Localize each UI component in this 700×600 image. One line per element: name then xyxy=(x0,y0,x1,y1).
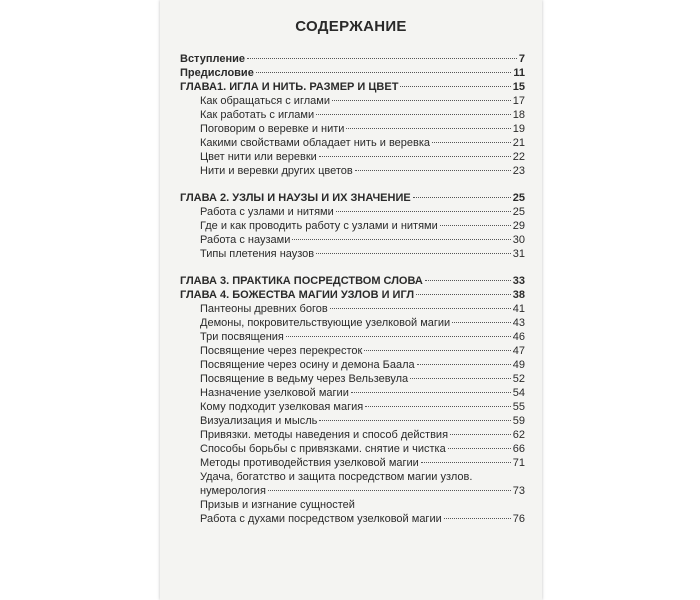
toc-entry[interactable] xyxy=(180,512,525,526)
dot-leader xyxy=(440,225,511,226)
toc-entry[interactable] xyxy=(180,414,525,428)
section-gap xyxy=(180,178,525,191)
toc-chapter[interactable] xyxy=(180,52,525,66)
toc-entry[interactable] xyxy=(180,136,525,150)
toc-page-number: 62 xyxy=(512,429,525,441)
toc-entry[interactable] xyxy=(180,219,525,233)
toc-page-number: 19 xyxy=(512,123,525,135)
toc-page-number: 38 xyxy=(512,289,525,301)
dot-leader xyxy=(316,114,511,115)
toc-page-number: 15 xyxy=(512,81,525,93)
toc-entry-title: ГЛАВА 3. ПРАКТИКА ПОСРЕДСТВОМ СЛОВА xyxy=(180,275,423,287)
toc-entry-title: Работа с духами посредством узелковой магии xyxy=(200,513,442,525)
toc-page-number: 52 xyxy=(512,373,525,385)
toc-page-number: 66 xyxy=(512,443,525,455)
dot-leader xyxy=(351,392,511,393)
dot-leader xyxy=(319,420,510,421)
toc-page-number: 31 xyxy=(512,248,525,260)
toc-entry[interactable] xyxy=(180,150,525,164)
page-title: СОДЕРЖАНИЕ xyxy=(295,18,407,35)
toc-entry[interactable] xyxy=(180,122,525,136)
toc-entry-title: Три посвящения xyxy=(200,331,284,343)
toc-entry-title: ГЛАВА1. ИГЛА И НИТЬ. РАЗМЕР И ЦВЕТ xyxy=(180,81,399,93)
toc-page-number: 30 xyxy=(512,234,525,246)
toc-entry-title: Работа с узлами и нитями xyxy=(200,206,334,218)
toc-chapter[interactable] xyxy=(180,80,525,94)
toc-page-number: 71 xyxy=(512,457,525,469)
book-page xyxy=(160,0,542,600)
toc-entry-title: Где и как проводить работу с узлами и нитями xyxy=(200,220,438,232)
toc-entry-title: Кому подходит узелковая магия xyxy=(200,401,364,413)
dot-leader xyxy=(364,350,510,351)
toc-entry-title: Поговорим о веревке и нити xyxy=(200,123,345,135)
toc-entry-title: Назначение узелковой магии xyxy=(200,387,349,399)
toc-page-number: 22 xyxy=(512,151,525,163)
toc-entry-title: Удача, богатство и защита посредством магии узлов. xyxy=(200,471,473,483)
toc-entry[interactable] xyxy=(180,316,525,330)
section-gap xyxy=(180,261,525,274)
toc-entry-title: Как работать с иглами xyxy=(200,109,315,121)
toc-entry[interactable] xyxy=(180,302,525,316)
toc-entry[interactable] xyxy=(180,330,525,344)
toc-page-number: 18 xyxy=(512,109,525,121)
toc-entry-title: Привязки. методы наведения и способ действия xyxy=(200,429,449,441)
toc-entry[interactable] xyxy=(180,428,525,442)
toc-page-number: 21 xyxy=(512,137,525,149)
dot-leader xyxy=(413,197,511,198)
dot-leader xyxy=(292,239,510,240)
toc-page-number: 76 xyxy=(512,513,525,525)
dot-leader xyxy=(421,462,511,463)
toc-entry-title: Демоны, покровительствующие узелковой магии xyxy=(200,317,451,329)
dot-leader xyxy=(400,86,510,87)
toc-entry-title: ГЛАВА 4. БОЖЕСТВА МАГИИ УЗЛОВ И ИГЛ xyxy=(180,289,415,301)
dot-leader xyxy=(410,378,511,379)
toc-page-number: 29 xyxy=(512,220,525,232)
toc-entry-title: Предисловие xyxy=(180,67,254,79)
toc-entry-title: Посвящение в ведьму через Вельзевула xyxy=(200,373,409,385)
dot-leader xyxy=(450,434,511,435)
toc-page-number: 73 xyxy=(512,485,525,497)
dot-leader xyxy=(332,100,511,101)
toc-entry[interactable] xyxy=(180,372,525,386)
toc-page-number: 25 xyxy=(512,206,525,218)
toc-page-number: 47 xyxy=(512,345,525,357)
table-of-contents xyxy=(180,52,525,526)
toc-entry-title: Цвет нити или веревки xyxy=(200,151,317,163)
toc-page-number: 23 xyxy=(512,165,525,177)
toc-page-number: 33 xyxy=(512,275,525,287)
toc-entry[interactable] xyxy=(180,400,525,414)
toc-page-number: 17 xyxy=(512,95,525,107)
toc-entry-title: Пантеоны древних богов xyxy=(200,303,328,315)
toc-entry[interactable] xyxy=(180,456,525,470)
dot-leader xyxy=(416,294,511,295)
toc-page-number: 7 xyxy=(518,53,525,65)
dot-leader xyxy=(256,72,512,73)
toc-entry[interactable] xyxy=(180,108,525,122)
dot-leader xyxy=(268,490,511,491)
toc-entry[interactable] xyxy=(180,442,525,456)
toc-page-number: 54 xyxy=(512,387,525,399)
toc-page-number: 25 xyxy=(512,192,525,204)
toc-entry[interactable] xyxy=(180,386,525,400)
dot-leader xyxy=(346,128,510,129)
toc-entry[interactable] xyxy=(180,233,525,247)
dot-leader xyxy=(316,253,511,254)
toc-entry[interactable] xyxy=(180,164,525,178)
dot-leader xyxy=(355,170,511,171)
dot-leader xyxy=(452,322,511,323)
toc-entry-title: Призыв и изгнание сущностей xyxy=(200,499,355,511)
toc-page-number: 11 xyxy=(513,67,525,79)
toc-chapter[interactable] xyxy=(180,66,525,80)
toc-entry[interactable] xyxy=(180,94,525,108)
dot-leader xyxy=(425,280,511,281)
toc-entry[interactable] xyxy=(180,470,525,484)
toc-entry-title: Вступление xyxy=(180,53,245,65)
toc-page-number: 49 xyxy=(512,359,525,371)
dot-leader xyxy=(365,406,511,407)
dot-leader xyxy=(448,448,511,449)
toc-entry[interactable] xyxy=(180,344,525,358)
toc-entry-title: ГЛАВА 2. УЗЛЫ И НАУЗЫ И ИХ ЗНАЧЕНИЕ xyxy=(180,192,411,204)
toc-chapter[interactable] xyxy=(180,191,525,205)
toc-page-number: 41 xyxy=(512,303,525,315)
dot-leader xyxy=(444,518,511,519)
toc-entry[interactable] xyxy=(180,498,525,512)
toc-entry-title: Нити и веревки других цветов xyxy=(200,165,353,177)
dot-leader xyxy=(336,211,511,212)
toc-entry-title: Посвящение через осину и демона Баала xyxy=(200,359,415,371)
toc-entry-title-continued: нумерология xyxy=(200,485,266,497)
toc-entry-title: Методы противодействия узелковой магии xyxy=(200,457,419,469)
dot-leader xyxy=(247,58,517,59)
toc-entry-title: Способы борьбы с привязками. снятие и чистка xyxy=(200,443,446,455)
toc-page-number: 59 xyxy=(512,415,525,427)
dot-leader xyxy=(286,336,511,337)
toc-entry[interactable] xyxy=(180,205,525,219)
toc-chapter[interactable] xyxy=(180,274,525,288)
dot-leader xyxy=(432,142,511,143)
toc-entry-title: Какими свойствами обладает нить и веревка xyxy=(200,137,431,149)
toc-page-number: 43 xyxy=(512,317,525,329)
toc-entry-title: Типы плетения наузов xyxy=(200,248,315,260)
toc-entry-title: Визуализация и мысль xyxy=(200,415,318,427)
toc-page-number: 46 xyxy=(512,331,525,343)
toc-entry[interactable] xyxy=(180,247,525,261)
dot-leader xyxy=(319,156,511,157)
dot-leader xyxy=(330,308,511,309)
toc-entry-continuation[interactable] xyxy=(180,484,525,498)
toc-entry[interactable] xyxy=(180,358,525,372)
toc-page-number: 55 xyxy=(512,401,525,413)
toc-entry-title: Работа с наузами xyxy=(200,234,291,246)
toc-chapter[interactable] xyxy=(180,288,525,302)
dot-leader xyxy=(417,364,511,365)
toc-entry-title: Посвящение через перекресток xyxy=(200,345,363,357)
toc-entry-title: Как обращаться с иглами xyxy=(200,95,330,107)
